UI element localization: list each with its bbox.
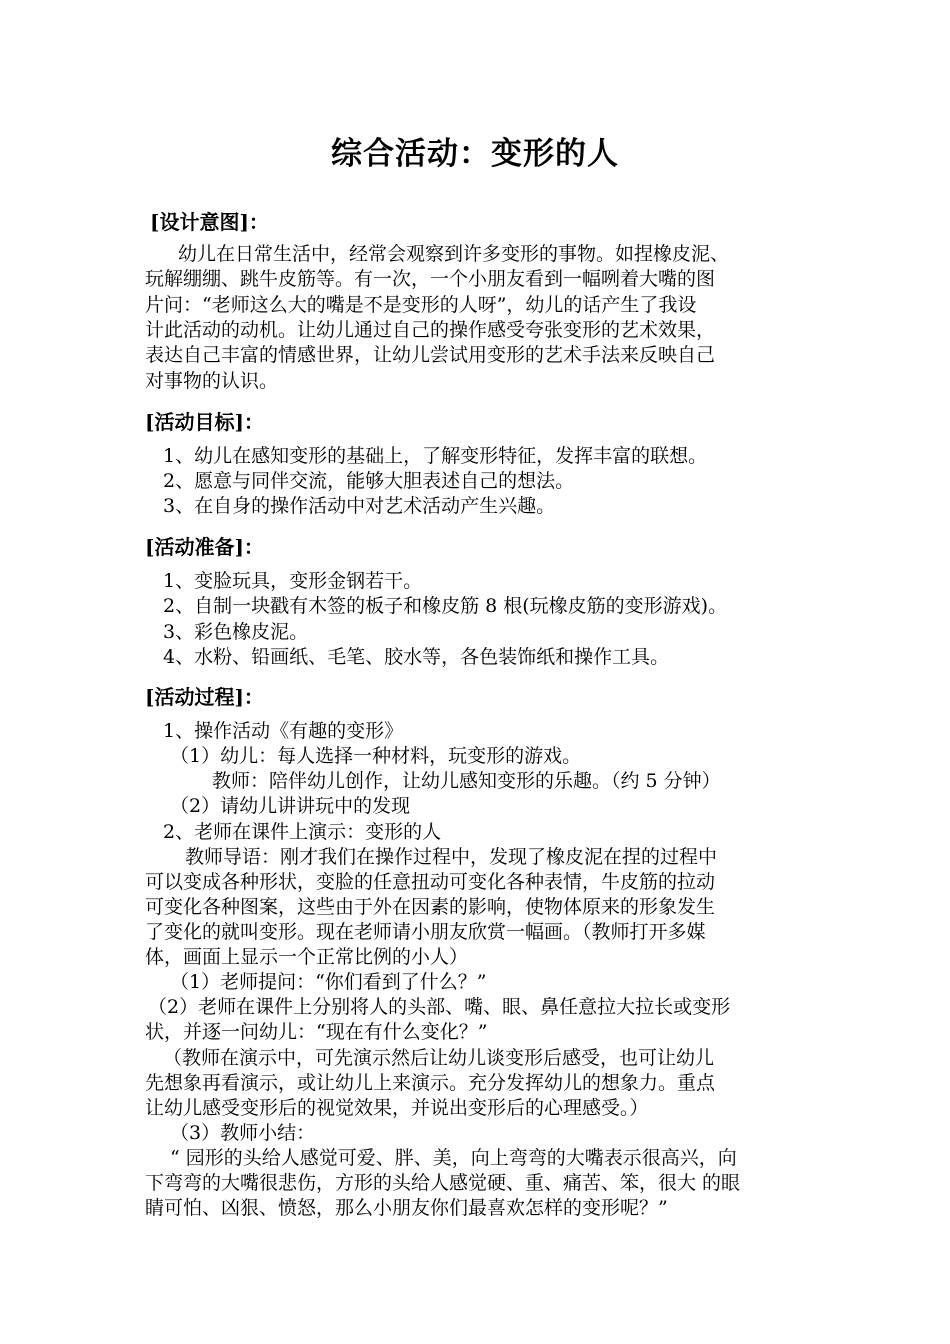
paragraph-line: 了变化的就叫变形。现在老师请小朋友欣赏一幅画。（教师打开多媒 — [145, 921, 706, 943]
list-item: （1）幼儿：每人选择一种材料，玩变形的游戏。 — [170, 745, 582, 767]
paragraph-line: 下弯弯的大嘴很悲伤，方形的头给人感觉硬、重、痛苦、笨，很大 的眼 — [145, 1172, 741, 1194]
paragraph-line: 对事物的认识。 — [145, 370, 279, 392]
list-item: 1、变脸玩具，变形金钢若干。 — [163, 570, 423, 592]
paragraph-line: 可以变成各种形状，变脸的任意扭动可变化各种表情，牛皮筋的拉动 — [145, 871, 716, 893]
list-item: 2、自制一块戳有木签的板子和橡皮筋 8 根(玩橡皮筋的变形游戏)。 — [163, 595, 728, 617]
list-item: 2、老师在课件上演示：变形的人 — [163, 821, 442, 843]
paragraph-line: 睛可怕、凶狠、愤怒，那么小朋友你们最喜欢怎样的变形呢？” — [145, 1197, 668, 1219]
list-item: 1、操作活动《有趣的变形》 — [163, 720, 404, 742]
list-item: 3、彩色橡皮泥。 — [163, 621, 309, 643]
list-item: 4、水粉、铅画纸、毛笔、胶水等，各色装饰纸和操作工具。 — [163, 646, 670, 668]
paragraph-line: （3）教师小结： — [170, 1122, 316, 1144]
heading-design-intent: [设计意图]： — [150, 210, 269, 234]
list-item: （2）请幼儿讲讲玩中的发现 — [170, 795, 411, 817]
paragraph-line: 让幼儿感受变形后的视觉效果，并说出变形后的心理感受。） — [145, 1097, 649, 1119]
list-item: 1、幼儿在感知变形的基础上，了解变形特征，发挥丰富的联想。 — [163, 445, 708, 467]
paragraph-line: （2）老师在课件上分别将人的头部、嘴、眼、鼻任意拉大拉长或变形 — [148, 996, 731, 1018]
paragraph-line: （教师在演示中，可先演示然后让幼儿谈变形后感受，也可让幼儿 — [163, 1047, 715, 1069]
list-item: 教师：陪伴幼儿创作，让幼儿感知变形的乐趣。（约 5 分钟） — [212, 770, 721, 792]
list-item: 2、愿意与同伴交流，能够大胆表述自己的想法。 — [163, 470, 575, 492]
paragraph-line: “ 园形的头给人感觉可爱、胖、美，向上弯弯的大嘴表示很高兴，向 — [170, 1147, 737, 1169]
paragraph-line: 玩解绷绷、跳牛皮筋等。有一次，一个小朋友看到一幅咧着大嘴的图 — [145, 268, 716, 290]
paragraph-line: 先想象再看演示，或让幼儿上来演示。充分发挥幼儿的想象力。重点 — [145, 1072, 716, 1094]
list-item: 3、在自身的操作活动中对艺术活动产生兴趣。 — [163, 495, 556, 517]
heading-preparation: [活动准备]： — [145, 535, 264, 559]
page-title: 综合活动：变形的人 — [331, 136, 619, 172]
paragraph-line: 幼儿在日常生活中，经常会观察到许多变形的事物。如捏橡皮泥、 — [178, 243, 730, 265]
paragraph-line: 教师导语：刚才我们在操作过程中，发现了橡皮泥在捏的过程中 — [185, 846, 718, 868]
paragraph-line: 可变化各种图案，这些由于外在因素的影响，使物体原来的形象发生 — [145, 896, 716, 918]
paragraph-line: （1）老师提问：“你们看到了什么？” — [170, 971, 487, 993]
heading-goals: [活动目标]： — [145, 410, 264, 434]
paragraph-line: 片问：“老师这么大的嘴是不是变形的人呀”，幼儿的话产生了我设 — [145, 294, 697, 316]
paragraph-line: 体，画面上显示一个正常比例的小人） — [145, 946, 469, 968]
paragraph-line: 计此活动的动机。让幼儿通过自己的操作感受夸张变形的艺术效果， — [145, 319, 716, 341]
paragraph-line: 状，并逐一问幼儿：“现在有什么变化？” — [145, 1021, 488, 1043]
heading-process: [活动过程]： — [145, 685, 264, 709]
paragraph-line: 表达自己丰富的情感世界，让幼儿尝试用变形的艺术手法来反映自己 — [145, 344, 716, 366]
